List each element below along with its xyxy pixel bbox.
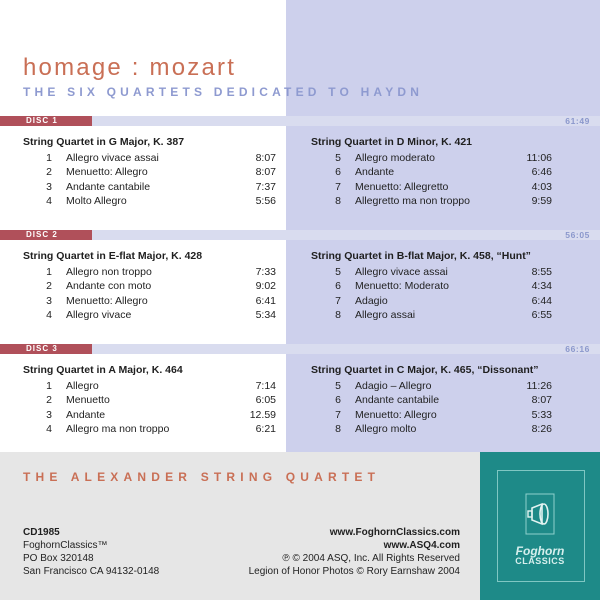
track-row xyxy=(329,422,552,436)
credits-block xyxy=(249,526,460,578)
track-row xyxy=(329,308,552,322)
track-name: Menuetto: Allegretto xyxy=(355,180,449,193)
track-name: Molto Allegro xyxy=(66,194,127,207)
album-subtitle: THE SIX QUARTETS DEDICATED TO HAYDN xyxy=(23,85,424,99)
track-duration: 11:06 xyxy=(526,152,552,164)
track-number: 7 xyxy=(335,294,341,307)
track-number: 7 xyxy=(335,408,341,421)
track-number: 6 xyxy=(335,166,341,179)
track-number: 5 xyxy=(335,152,341,164)
label-address xyxy=(23,526,159,578)
track-row xyxy=(40,393,276,407)
quartet-title: String Quartet in D Minor, K. 421 xyxy=(311,136,473,148)
track-duration: 6:46 xyxy=(531,166,552,179)
ensemble-name: THE ALEXANDER STRING QUARTET xyxy=(23,470,381,484)
track-number: 8 xyxy=(335,422,341,435)
track-name: Andante xyxy=(355,166,395,179)
track-name: Menuetto: Allegro xyxy=(66,294,148,307)
track-row xyxy=(329,408,552,422)
track-duration: 9:59 xyxy=(531,194,552,207)
quartet-title: String Quartet in A Major, K. 464 xyxy=(23,364,183,376)
track-duration: 5:33 xyxy=(531,408,552,421)
track-name: Menuetto xyxy=(66,394,110,407)
track-duration: 8:07 xyxy=(255,166,276,179)
track-duration: 6:55 xyxy=(531,308,552,321)
track-list xyxy=(329,265,552,322)
track-number: 3 xyxy=(46,294,52,307)
logo-brand-line2: CLASSICS xyxy=(515,556,565,566)
track-number: 6 xyxy=(335,394,341,407)
track-name: Allegro vivace assai xyxy=(355,266,448,278)
track-row xyxy=(40,308,276,322)
track-name: Menuetto: Allegro xyxy=(355,408,437,421)
quartet-title: String Quartet in B-flat Major, K. 458, “Hunt” xyxy=(311,250,531,262)
track-number: 2 xyxy=(46,394,52,407)
track-name: Allegro moderato xyxy=(355,152,435,164)
track-duration: 4:03 xyxy=(531,180,552,193)
track-duration: 8:26 xyxy=(531,422,552,435)
quartet-title: String Quartet in G Major, K. 387 xyxy=(23,136,185,148)
track-duration: 11:26 xyxy=(526,380,552,392)
track-number: 4 xyxy=(46,194,52,207)
track-number: 4 xyxy=(46,308,52,321)
disc-label: DISC 2 xyxy=(0,230,92,240)
track-row xyxy=(40,379,276,393)
track-duration: 7:33 xyxy=(255,266,276,278)
track-duration: 6:41 xyxy=(255,294,276,307)
track-row xyxy=(329,165,552,179)
track-duration: 8:07 xyxy=(255,152,276,164)
track-name: Menuetto: Allegro xyxy=(66,166,148,179)
track-row xyxy=(40,279,276,293)
track-duration: 8:55 xyxy=(531,266,552,278)
track-number: 7 xyxy=(335,180,341,193)
track-row xyxy=(40,294,276,308)
track-number: 2 xyxy=(46,280,52,293)
track-list xyxy=(329,151,552,208)
address-line: San Francisco CA 94132-0148 xyxy=(23,566,160,577)
track-number: 4 xyxy=(46,422,52,435)
track-name: Allegro assai xyxy=(355,308,416,321)
track-number: 3 xyxy=(46,408,52,421)
track-number: 2 xyxy=(46,166,52,179)
track-name: Allegretto ma non troppo xyxy=(355,194,470,207)
track-row xyxy=(329,194,552,208)
track-list xyxy=(40,151,276,208)
track-duration: 12.59 xyxy=(249,408,276,421)
track-duration: 6:21 xyxy=(255,422,276,435)
logo-brand-line1: Foghorn xyxy=(515,544,565,558)
track-name: Allegro vivace xyxy=(66,308,132,321)
track-name: Adagio xyxy=(355,294,388,307)
track-row xyxy=(329,265,552,279)
track-row xyxy=(40,180,276,194)
track-number: 1 xyxy=(46,266,52,278)
photo-credit: Legion of Honor Photos © Rory Earnshaw 2004 xyxy=(248,566,460,577)
track-name: Menuetto: Moderato xyxy=(355,280,449,293)
track-row xyxy=(329,151,552,165)
track-row xyxy=(40,408,276,422)
disc-label: DISC 1 xyxy=(0,116,92,126)
track-duration: 7:37 xyxy=(255,180,276,193)
track-row xyxy=(40,151,276,165)
disc-label: DISC 3 xyxy=(0,344,92,354)
track-row xyxy=(40,265,276,279)
track-row xyxy=(329,393,552,407)
track-number: 6 xyxy=(335,280,341,293)
track-number: 3 xyxy=(46,180,52,193)
track-name: Andante cantabile xyxy=(66,180,151,193)
quartet-title: String Quartet in C Major, K. 465, “Dissonant” xyxy=(311,364,539,376)
track-number: 1 xyxy=(46,380,52,392)
disc-band xyxy=(0,344,600,354)
track-name: Allegro vivace assai xyxy=(66,152,159,164)
foghorn-icon xyxy=(520,492,560,536)
track-duration: 9:02 xyxy=(255,280,276,293)
track-number: 1 xyxy=(46,152,52,164)
track-name: Andante xyxy=(66,408,106,421)
disc-band xyxy=(0,116,600,126)
track-name: Allegro non troppo xyxy=(66,266,152,278)
track-row xyxy=(329,180,552,194)
track-row xyxy=(329,279,552,293)
track-row xyxy=(40,194,276,208)
foghorn-classics-logo xyxy=(480,452,600,600)
website-link[interactable]: www.FoghornClassics.com xyxy=(329,527,460,538)
track-row xyxy=(40,165,276,179)
track-duration: 4:34 xyxy=(531,280,552,293)
track-duration: 8:07 xyxy=(531,394,552,407)
copyright-notice: ℗ © 2004 ASQ, Inc. All Rights Reserved xyxy=(282,553,460,564)
track-number: 5 xyxy=(335,266,341,278)
track-duration: 7:14 xyxy=(255,380,276,392)
track-duration: 5:34 xyxy=(255,308,276,321)
track-name: Allegro ma non troppo xyxy=(66,422,170,435)
track-number: 8 xyxy=(335,194,341,207)
track-name: Adagio – Allegro xyxy=(355,380,432,392)
track-list xyxy=(329,379,552,436)
track-duration: 6:44 xyxy=(531,294,552,307)
track-row xyxy=(40,422,276,436)
disc-band xyxy=(0,230,600,240)
disc-total-time: 56:05 xyxy=(565,230,590,240)
track-name: Andante con moto xyxy=(66,280,152,293)
disc-total-time: 66:16 xyxy=(565,344,590,354)
track-name: Allegro xyxy=(66,380,99,392)
track-row xyxy=(329,379,552,393)
track-duration: 6:05 xyxy=(255,394,276,407)
track-list xyxy=(40,265,276,322)
track-duration: 5:56 xyxy=(255,194,276,207)
track-list xyxy=(40,379,276,436)
album-title: homage : mozart xyxy=(23,54,237,81)
address-line: PO Box 320148 xyxy=(23,553,94,564)
track-name: Andante cantabile xyxy=(355,394,440,407)
track-row xyxy=(329,294,552,308)
record-label-name: FoghornClassics™ xyxy=(23,540,108,551)
track-number: 8 xyxy=(335,308,341,321)
quartet-title: String Quartet in E-flat Major, K. 428 xyxy=(23,250,203,262)
track-name: Allegro molto xyxy=(355,422,417,435)
catalog-number: CD1985 xyxy=(23,527,60,538)
website-link[interactable]: www.ASQ4.com xyxy=(383,540,460,551)
disc-total-time: 61:49 xyxy=(565,116,590,126)
track-number: 5 xyxy=(335,380,341,392)
